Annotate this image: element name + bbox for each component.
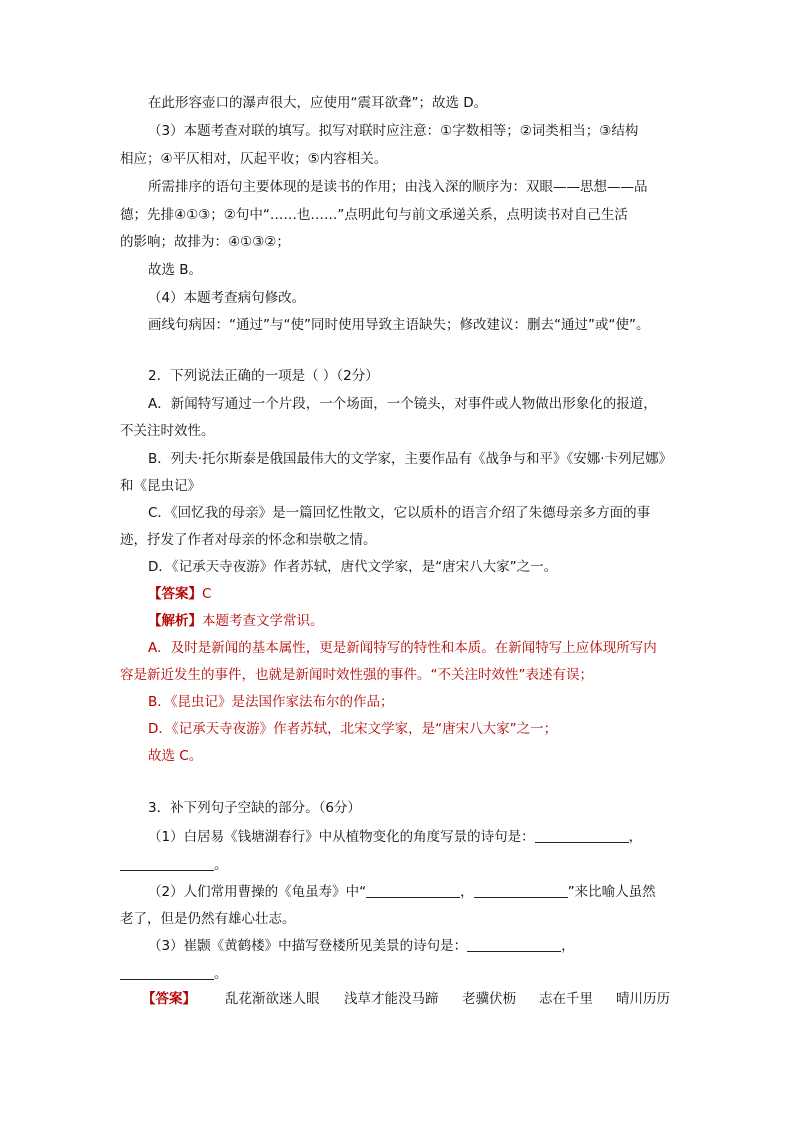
answer-item: 乱花渐欲迷人眼 <box>225 991 320 1007</box>
answer-item: 浅草才能没马蹄 <box>344 991 439 1007</box>
line-text: （2）人们常用曹操的《龟虽寿》中“ <box>148 884 367 900</box>
answer-item: 晴川历历 <box>616 991 670 1007</box>
line-text: 2．下列说法正确的一项是（ ）（2分） <box>148 368 379 384</box>
punctuation: 。 <box>214 857 228 873</box>
analysis-label: 【解析】 <box>148 613 202 629</box>
text-line <box>120 232 680 252</box>
text-line <box>120 476 680 496</box>
punctuation: 。 <box>214 966 228 982</box>
fill-blank[interactable] <box>467 936 561 952</box>
punctuation: ， <box>561 938 575 954</box>
analysis-line <box>148 692 708 712</box>
line-text: D．《记承天寺夜游》作者苏轼，唐代文学家，是“唐宋八大家”之一。 <box>148 559 558 575</box>
analysis-text: 本题考查文学常识。 <box>202 613 324 629</box>
line-text: （3）本题考查对联的填写。拟写对联时应注意：①字数相等；②词类相当；③结构 <box>148 123 639 139</box>
analysis-line <box>148 638 708 658</box>
line-text: 和《昆虫记》 <box>120 478 201 494</box>
line-text: （3）崔颢《黄鹤楼》中描写登楼所见美景的诗句是： <box>148 938 468 954</box>
line-text: A．及时是新闻的基本属性，更是新闻特写的特性和本质。在新闻特写上应体现所写内 <box>148 640 657 656</box>
line-text: （1）白居易《钱塘湖春行》中从植物变化的角度写景的诗句是： <box>148 829 535 845</box>
punctuation: ， <box>628 829 643 845</box>
line-text: 相应；④平仄相对，仄起平收；⑤内容相关。 <box>120 151 388 167</box>
analysis-line <box>148 611 708 631</box>
line-text: ”来比喻人虽然 <box>567 884 656 900</box>
text-line <box>148 177 708 197</box>
fill-blank[interactable] <box>535 827 629 843</box>
text-line <box>120 964 680 984</box>
sub-question-2 <box>148 882 708 902</box>
fill-blank[interactable] <box>474 882 568 898</box>
fill-blank[interactable] <box>366 882 460 898</box>
answer-label: 【答案】 <box>148 586 202 602</box>
text-line <box>120 205 680 225</box>
line-text: B．《昆虫记》是法国作家法布尔的作品； <box>148 694 394 710</box>
line-text: 3．补下列句子空缺的部分。（6分） <box>148 800 361 816</box>
line-text: 迹，抒发了作者对母亲的怀念和崇敬之情。 <box>120 532 377 548</box>
line-text: 画线句病因：“通过”与“使”同时使用导致主语缺失；修改建议：删去“通过”或“使”。 <box>148 317 650 333</box>
line-text: 所需排序的语句主要体现的是读书的作用；由浅入深的顺序为：双眼——思想——品 <box>148 179 648 195</box>
analysis-line <box>148 719 708 739</box>
line-text: C．《回忆我的母亲》是一篇回忆性散文，它以质朴的语言介绍了朱德母亲多方面的事 <box>148 505 651 521</box>
text-line <box>120 530 680 550</box>
line-text: 容是新近发生的事件，也就是新闻时效性强的事件。“不关注时效性”表述有误； <box>120 667 593 683</box>
line-text: 的影响；故排为：④①③②； <box>120 234 290 250</box>
question-3-answer-row <box>142 989 702 1009</box>
sub-question-1 <box>148 827 708 847</box>
line-text: 不关注时效性。 <box>120 423 215 439</box>
answer-item: 志在千里 <box>539 991 593 1007</box>
option-d <box>148 557 708 577</box>
text-line <box>120 855 680 875</box>
line-text: 老了，但是仍然有雄心壮志。 <box>120 911 296 927</box>
text-line <box>148 121 708 141</box>
option-b <box>148 449 708 469</box>
answer-value: C <box>202 586 212 602</box>
sub-question-3 <box>148 936 708 956</box>
line-text: 故选 B。 <box>148 262 203 278</box>
line-text: 在此形容壶口的瀑声很大，应使用“震耳欲聋”；故选 D。 <box>148 95 488 111</box>
text-line <box>120 909 680 929</box>
answer-line <box>148 584 708 604</box>
line-text: 德；先排④①③；②句中“……也……”点明此句与前文承递关系，点明读书对自己生活 <box>120 207 628 223</box>
text-line <box>148 93 708 113</box>
fill-blank[interactable] <box>120 964 214 980</box>
text-line <box>148 260 708 280</box>
line-text: A．新闻特写通过一个片段，一个场面，一个镜头，对事件或人物做出形象化的报道， <box>148 396 657 412</box>
text-line <box>148 288 708 308</box>
punctuation: ， <box>460 884 474 900</box>
question-2-stem <box>148 366 708 386</box>
analysis-line <box>148 746 708 766</box>
text-line <box>120 149 680 169</box>
line-text: （4）本题考查病句修改。 <box>148 290 306 306</box>
analysis-line <box>120 665 680 685</box>
text-line <box>148 315 708 335</box>
text-line <box>120 421 680 441</box>
line-text: D．《记承天寺夜游》作者苏轼，北宋文学家，是“唐宋八大家”之一； <box>148 721 558 737</box>
answer-label: 【答案】 <box>142 991 196 1007</box>
line-text: 故选 C。 <box>148 748 203 764</box>
question-3-stem <box>148 798 708 818</box>
fill-blank[interactable] <box>120 855 214 871</box>
option-c <box>148 503 708 523</box>
line-text: B．列夫·托尔斯泰是俄国最伟大的文学家，主要作品有《战争与和平》《安娜·卡列尼娜》 <box>148 451 673 467</box>
option-a <box>148 394 708 414</box>
answer-item: 老骥伏枥 <box>462 991 516 1007</box>
